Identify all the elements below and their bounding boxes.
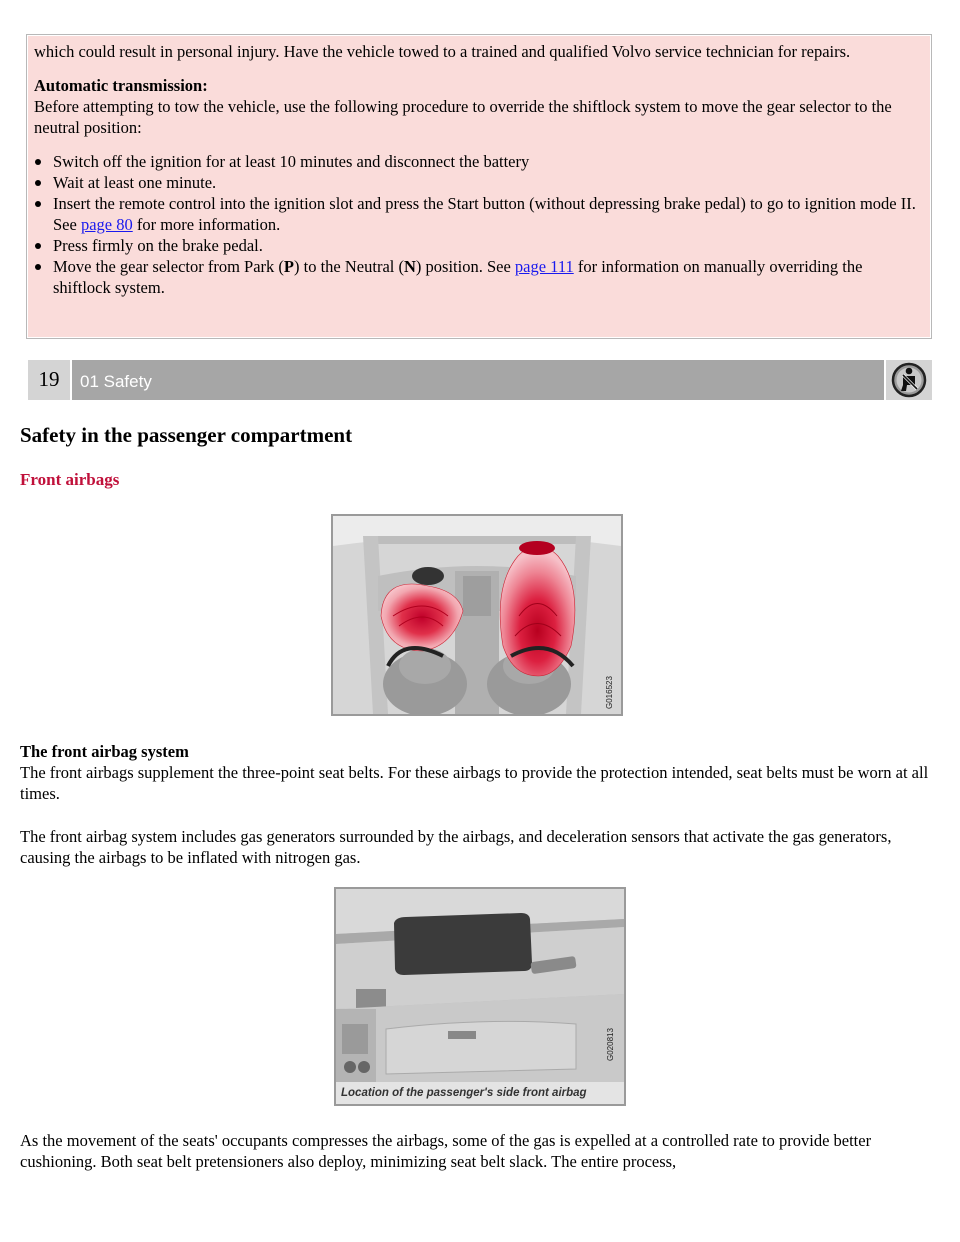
- list-item: Switch off the ignition for at least 10 minutes and disconnect the battery: [34, 151, 923, 172]
- warning-lead: Before attempting to tow the vehicle, use the following procedure to override the shiftlock system to move the gear selector to the neutral position:: [34, 97, 892, 137]
- paragraph-1: The front airbags supplement the three-point seat belts. For these airbags to provide the protection intended, seat belts must be worn at all times.: [20, 763, 929, 803]
- towing-steps-list: [34, 151, 923, 298]
- paragraph-3: As the movement of the seats' occupants compresses the airbags, some of the gas is expelled at a controlled rate to provide better cushioning. Both seat belt pretensioners also deploy, minimizing seat belt slack. The entire process,: [20, 1131, 872, 1171]
- paragraph-2: The front airbag system includes gas generators surrounded by the airbags, and deceleration sensors that activate the gas generators, causing the airbags to be inflated with nitrogen gas.: [20, 827, 892, 867]
- dashboard-illustration: [336, 889, 624, 1082]
- page-111-link[interactable]: page 111: [514, 257, 574, 276]
- front-airbags-figure: [331, 514, 623, 716]
- system-heading: The front airbag system: [20, 742, 189, 761]
- section-title: 01 Safety: [80, 372, 152, 391]
- list-item: Press firmly on the brake pedal.: [34, 235, 923, 256]
- list-item: Insert the remote control into the ignition slot and press the Start button (without depressing brake pedal) to go to ignition mode II. See page 80 for more information.: [34, 193, 923, 235]
- front-airbags-subtitle: Front airbags: [20, 470, 120, 489]
- figure-caption: Location of the passenger's side front airbag: [336, 1082, 624, 1104]
- seatbelt-person-icon: [890, 362, 928, 398]
- airbags-deployed-illustration: [333, 516, 621, 714]
- page-number: 19: [28, 360, 72, 400]
- list-item: Move the gear selector from Park (P) to the Neutral (N) position. See page 111 for information on manually overriding the shiftlock system.: [34, 256, 923, 298]
- figure-code: G016523: [605, 676, 614, 709]
- section-icon-box: [884, 360, 932, 400]
- figure-code: G020813: [606, 1028, 615, 1061]
- passenger-airbag-figure: [334, 887, 626, 1106]
- warning-box: [26, 34, 932, 339]
- section-header-bar: [28, 360, 932, 400]
- page-title: Safety in the passenger compartment: [20, 423, 353, 447]
- list-item: Wait at least one minute.: [34, 172, 923, 193]
- automatic-transmission-heading: Automatic transmission:: [34, 76, 208, 95]
- airbag-system-paragraph: [20, 741, 940, 804]
- warning-intro: which could result in personal injury. Have the vehicle towed to a trained and qualified Volvo service technician for repairs.: [34, 42, 851, 61]
- page-80-link[interactable]: page 80: [80, 215, 133, 234]
